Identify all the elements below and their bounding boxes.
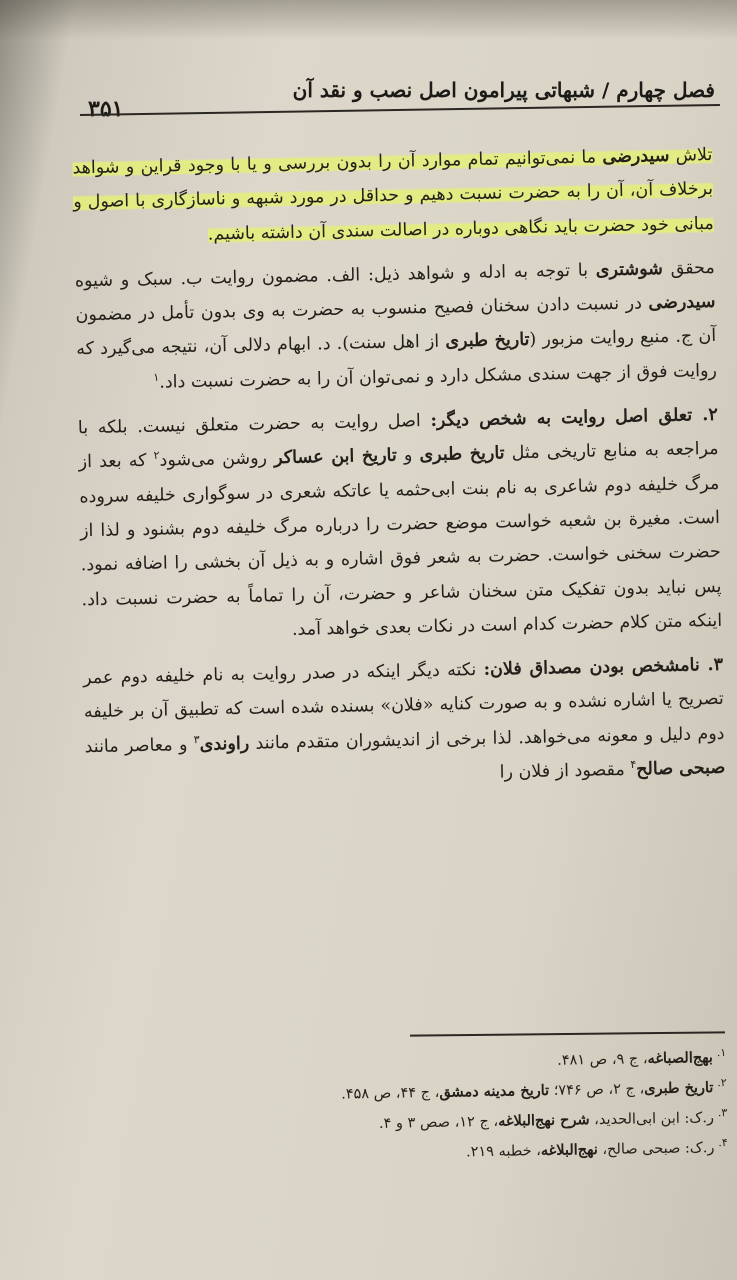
text-run: در نسبت دادن سخنان فصیح منسوب به حضرت به وی بدون تأمل در مضمون آن ج. منبع روایت مزبور (	[75, 293, 717, 351]
footnotes	[120, 1042, 728, 1173]
paragraph	[75, 251, 718, 402]
text-run: با توجه به ادله و شواهد ذیل: الف. مضمون روایت ب. سبک و شیوه	[74, 260, 597, 292]
text-run: نکته دیگر اینکه در صدر روایت به نام خلیفه دوم عمر تصریح یا اشاره نشده و به صورت کنایه «فلان» بسنده شده است که تطبیق آن بر خلیفه دوم دلیل و معونه می‌خواهد. لذا برخی از اندیشوران متقدم مانند	[82, 660, 725, 754]
text-run: روشن می‌شود	[159, 448, 275, 472]
footnote-ref: ۱	[153, 370, 160, 384]
highlighted-text: سیدرضی	[602, 145, 670, 168]
footnote-number: ۳.	[717, 1106, 728, 1120]
text-run: ، ج ۱۲، صص ۳ و ۴.	[378, 1114, 499, 1133]
bold-text: راوندی	[199, 733, 250, 755]
text-run: ر.ک: صبحی صالح،	[597, 1140, 715, 1159]
highlighted-text: ما نمی‌توانیم تمام موارد آن را بدون بررسی و یا با وجود قراین و شواهد برخلاف آن، آن را به حضرت نسبت دهیم و حداقل در مورد شبهه و ناسازگاری با اصول و مبانی خود حضرت باید نگاهی دوباره در اصالت سندی آن داشته باشیم.	[72, 147, 715, 245]
page-number: ۳۵۱	[88, 96, 124, 122]
body-text	[72, 138, 726, 809]
page-shadow	[0, 0, 737, 40]
bold-text: صبحی صالح	[636, 757, 726, 780]
text-run: مقصود از فلان را	[499, 759, 631, 783]
text-run: ، ج ۴۴، ص ۴۵۸.	[341, 1084, 440, 1103]
bold-text: سیدرضی	[648, 292, 716, 314]
footnote-rule	[410, 1031, 725, 1036]
bold-text: تاریخ طبری	[419, 443, 505, 466]
text-run: ر.ک: ابن ابی‌الحدید،	[589, 1110, 715, 1129]
paragraph	[83, 648, 726, 799]
text-run: محقق	[662, 257, 715, 279]
bold-text: ۳. نامشخص بودن مصداق فلان:	[483, 655, 724, 681]
text-run: از اهل سنت). د. ابهام دلالی آن، نتیجه می‌گیرد که روایت فوق از جهت سندی مشکل دارد و نمی‌توان آن را به حضرت نسبت داد.	[76, 332, 718, 393]
bold-text: ۲. تعلق اصل روایت به شخص دیگر:	[430, 405, 719, 432]
text-run: ، ج ۹، ص ۴۸۱.	[557, 1051, 648, 1069]
footnote-number: ۱.	[716, 1045, 727, 1060]
footnote-ref: ۴	[630, 757, 637, 772]
text-run: که بعد از مرگ خلیفه دوم شاعری به نام بنت ابی‌حثمه یا عاتکه شعری در سوگواری خلیفه سروده است. مغیرة بن شعبه خواست موضع حضرت را درباره مرگ خلیفه دوم بشنود و لذا از حضرت سخنی خواست. حضرت به شعر فوق اشاره و به ذیل آن بخشی را اضافه نمود. پس نباید بدون تفکیک متن سخنان شاعر و حضرت، آن را تماماً به حضرت نسبت داد. اینکه متن کلام حضرت کدام است در نکات بعدی خواهد آمد.	[78, 451, 723, 640]
bold-text: تاریخ طبری	[644, 1079, 714, 1098]
footnote-number: ۴.	[718, 1136, 728, 1150]
chapter-title: فصل چهارم / شبهاتی پیرامون اصل نصب و نقد آن	[292, 78, 715, 102]
bold-text: تاریخ مدینه دمشق	[439, 1082, 550, 1101]
bold-text: تاریخ طبری	[445, 330, 530, 353]
paragraph	[72, 138, 714, 254]
footnote-ref: ۲	[153, 449, 160, 463]
footnote-ref: ۳	[193, 732, 200, 746]
text-run: اصل روایت به حضرت متعلق نیست. بلکه با مراجعه به منابع تاریخی مثل	[77, 411, 719, 464]
text-run: و	[396, 445, 420, 467]
text-run: ، ج ۲، ص ۷۴۶؛	[549, 1081, 645, 1100]
text-run: و معاصر مانند	[84, 734, 194, 758]
bold-text: شوشتری	[595, 258, 664, 281]
running-header	[60, 74, 715, 124]
highlighted-text: تلاش	[669, 144, 713, 166]
text-run: ، خطبه ۲۱۹.	[465, 1143, 542, 1161]
footnote-number: ۲.	[717, 1076, 727, 1090]
bold-text: نهج‌البلاغه	[540, 1141, 598, 1160]
paragraph	[78, 398, 723, 651]
bold-text: شرح نهج‌البلاغه	[498, 1111, 590, 1131]
bold-text: بهج‌الصباغه	[647, 1049, 713, 1068]
bold-text: تاریخ ابن عساکر	[273, 446, 397, 469]
